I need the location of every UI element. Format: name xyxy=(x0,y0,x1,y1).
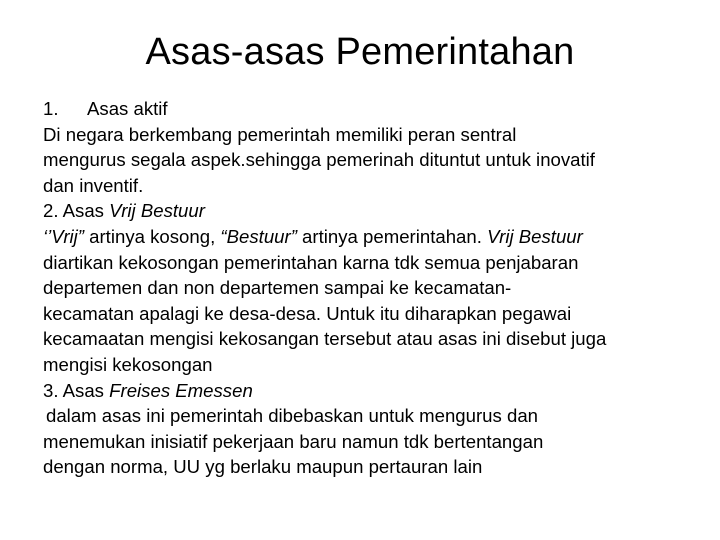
section-1-number: 1. xyxy=(43,98,59,119)
section-2-text-fragment: artinya pemerintahan. xyxy=(296,225,488,247)
section-2-text-line: diartikan kekosongan pemerintahan karna tdk semua penjabaran xyxy=(43,251,579,273)
section-3-text-line xyxy=(43,403,693,429)
section-3-text-line: menemukan inisiatif pekerjaan baru namun tdk bertentangan xyxy=(43,430,544,452)
section-2-heading-term: Vrij Bestuur xyxy=(109,200,205,222)
section-3-heading-term: Freises Emessen xyxy=(109,379,253,401)
section-1-text-line: Di negara berkembang pemerintah memiliki peran sentral xyxy=(43,123,517,145)
section-3-heading-prefix: 3. Asas xyxy=(43,379,110,401)
slide-body xyxy=(43,96,693,480)
section-2-text-fragment: artinya kosong, xyxy=(83,225,221,247)
section-2-heading xyxy=(43,198,693,224)
section-3-text-fragment: dalam asas ini pemerintah dibebaskan untuk mengurus dan xyxy=(46,405,539,427)
term-vrij-bestuur: Vrij Bestuur xyxy=(487,225,583,247)
section-1-text-line: mengurus segala aspek.sehingga pemerinah dituntut untuk inovatif xyxy=(43,149,595,171)
section-3-text-line: dengan norma, UU yg berlaku maupun pertauran lain xyxy=(43,456,483,478)
section-2-heading-prefix: 2. Asas xyxy=(43,200,110,222)
section-2-text-line: departemen dan non departemen sampai ke kecamatan- xyxy=(43,277,512,299)
term-vrij: ‘’Vrij” xyxy=(43,225,84,247)
section-2-text-line xyxy=(43,224,693,250)
section-2-text-line: kecamaatan mengisi kekosangan tersebut atau asas ini disebut juga xyxy=(43,328,607,350)
section-3-heading xyxy=(43,378,693,404)
section-1-title: Asas aktif xyxy=(87,98,168,119)
section-1-text-line: dan inventif. xyxy=(43,174,144,196)
section-1-heading xyxy=(43,96,693,122)
term-bestuur: “Bestuur” xyxy=(220,225,297,247)
slide-title: Asas-asas Pemerintahan xyxy=(145,31,575,73)
section-2-text-line: kecamatan apalagi ke desa-desa. Untuk itu diharapkan pegawai xyxy=(43,302,572,324)
section-2-text-line: mengisi kekosongan xyxy=(43,353,213,375)
